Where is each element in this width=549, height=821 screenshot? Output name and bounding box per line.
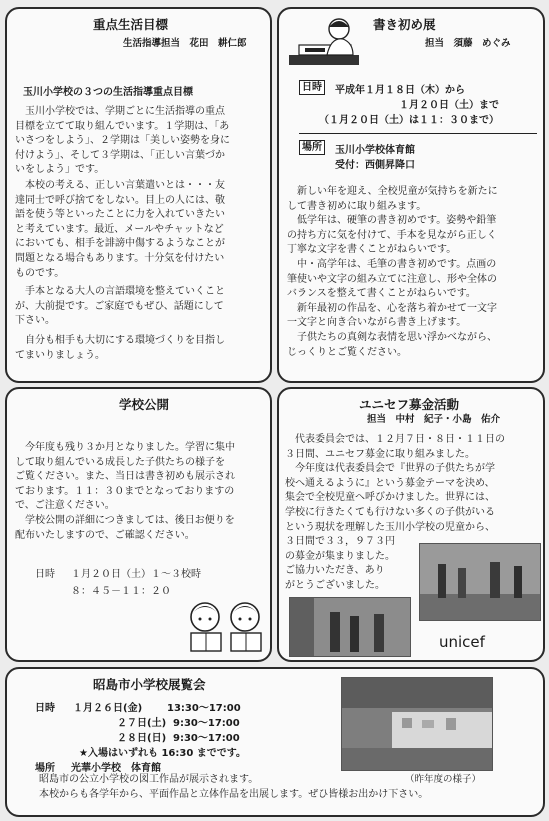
author-line: 担当 須藤 めぐみ — [425, 38, 511, 49]
date-line-3: （１月２０日（土）は１１：３０まで） — [319, 115, 499, 126]
date-line-1: 平成年１月１８日（木）から — [335, 85, 465, 96]
panel-title: 昭島市小学校展覧会 — [93, 677, 206, 692]
panel-title: 学校公開 — [119, 397, 170, 412]
date-line-2: ８：４５－１１：２０ — [71, 586, 171, 597]
paragraph-3: 手本となる大人の言語環境を整えていくこと が、大前提です。ご家庭でもぜひ、話題にして 下さい。 — [15, 286, 225, 327]
time-1: 13:30～17:00 — [167, 703, 241, 714]
date-line-2: １月２０日（土）まで — [399, 100, 499, 111]
calligraphy-student-illustration — [285, 15, 363, 79]
date-3: ２８日(日) — [117, 733, 167, 744]
panel-open-school — [5, 387, 272, 662]
date-label: 日時 — [299, 80, 325, 95]
entry-note: ★入場はいずれも 16:30 までです。 — [79, 748, 246, 759]
date-label: 日時 — [35, 569, 55, 580]
body-text: 新しい年を迎え、全校児童が気持ちを新たに して書き初めに取り組みます。 低学年は、硬筆の書き初めです。姿勢や鉛筆 の持ち方に気を付けて、手本を見ながら正しく 丁寧な文字を書くことがねらいです。 中・高学年は、毛筆の書き初めです。点画の 筆使いや文字の組み立てに注意し、形や全体の バランスを整えて書くことがねらいです。 新年最初の作品を、心を落ち着かせて一文字 一文字と向き合いながら書き上げます。 子供たちの真剣な表情を思い浮かべながら、 じっくりとご覧ください。 — [287, 186, 498, 358]
place-line-2: 受付：西側昇降口 — [335, 160, 415, 171]
date-line-1: １月２０日（土）１～３校時 — [71, 569, 201, 580]
time-2: 9:30～17:00 — [173, 718, 240, 729]
paragraph-1: 玉川小学校では、学期ごとに生活指導の重点 目標を立てて取り組んでいます。１学期は、「あ いさつをしよう」、２学期は「美しい姿勢を身に 付けよう」、そして３学期は、「正しい言葉づか いをしよう」です。 — [15, 106, 230, 176]
panel-unicef-fundraising — [277, 387, 545, 662]
time-3: 9:30～17:00 — [173, 733, 240, 744]
body-text: 代表委員会では、１２月７日・８日・１１日の ３日間、ユニセフ募金に取り組みました。 今年度は代表委員会で『世界の子供たちが学 校へ通えるように』という募金テーマを決め、 集会で全校児童へ呼びかけました。世界には、 学校に行きたくても行けない多くの子供がいる という現状を理解した玉川小学校の児童から、 ３日間で３３，９７３円 の募金が集まりました。 ご協力いただき、あり がとうございました。 — [285, 434, 505, 591]
exhibition-photo — [341, 677, 493, 771]
students-reading-illustration — [185, 595, 269, 659]
photo-caption: （昨年度の様子） — [405, 774, 482, 785]
place-label: 場所 — [299, 140, 325, 155]
divider — [299, 133, 537, 134]
panel-calligraphy-exhibit — [277, 7, 545, 383]
paragraph-4: 自分も相手も大切にする環境づくりを目指し てまいりましょう。 — [15, 335, 225, 361]
author-line: 生活指導担当 花田 耕仁郎 — [123, 38, 247, 49]
body-line-1: 昭島市の公立小学校の図工作品が展示されます。 — [29, 774, 259, 785]
place: 光華小学校 体育館 — [71, 763, 161, 774]
date-2: ２７日(土) — [117, 718, 167, 729]
place-label: 場所 — [35, 763, 55, 774]
author-line: 担当 中村 紀子・小島 佑介 — [367, 414, 501, 425]
unicef-logo: unicef — [439, 633, 485, 651]
fundraising-photo — [419, 543, 541, 621]
panel-lifestyle-goals — [5, 7, 272, 383]
panel-title: 重点生活目標 — [93, 17, 169, 32]
date-1: １月２６日(金) — [73, 703, 143, 714]
panel-title: 書き初め展 — [373, 17, 436, 32]
paragraph-2: 本校の考える、正しい言葉遣いとは・・・友 達同士で呼び捨てをしない。目上の人には、敬 語を使う等といったことに力を入れていきたい と考えています。最近、メールやチャットなど においても、相手を誹謗中傷するようなことが 問題となる場合もあります。十分気を付けたい ものです。 — [15, 180, 225, 279]
students-photo — [289, 597, 411, 657]
panel-city-exhibition — [5, 667, 545, 817]
body-line-2: 本校からも各学年から、平面作品と立体作品を出展します。ぜひ皆様お出かけ下さい。 — [29, 789, 429, 800]
panel-title: ユニセフ募金活動 — [359, 397, 460, 412]
subtitle: 玉川小学校の３つの生活指導重点目標 — [23, 87, 193, 98]
date-label: 日時 — [35, 703, 55, 714]
place-line-1: 玉川小学校体育館 — [335, 145, 415, 156]
body-text: 今年度も残り３か月となりました。学習に集中 して取り組んでいる成長した子供たちの様子を ご覧ください。また、当日は書き初めも展示され ております。１１：３０までとなっておりますの で、ご注意ください。 学校公開の詳細につきましては、後日お便りを 配布いたしますので、ご確認ください。 — [15, 442, 235, 541]
